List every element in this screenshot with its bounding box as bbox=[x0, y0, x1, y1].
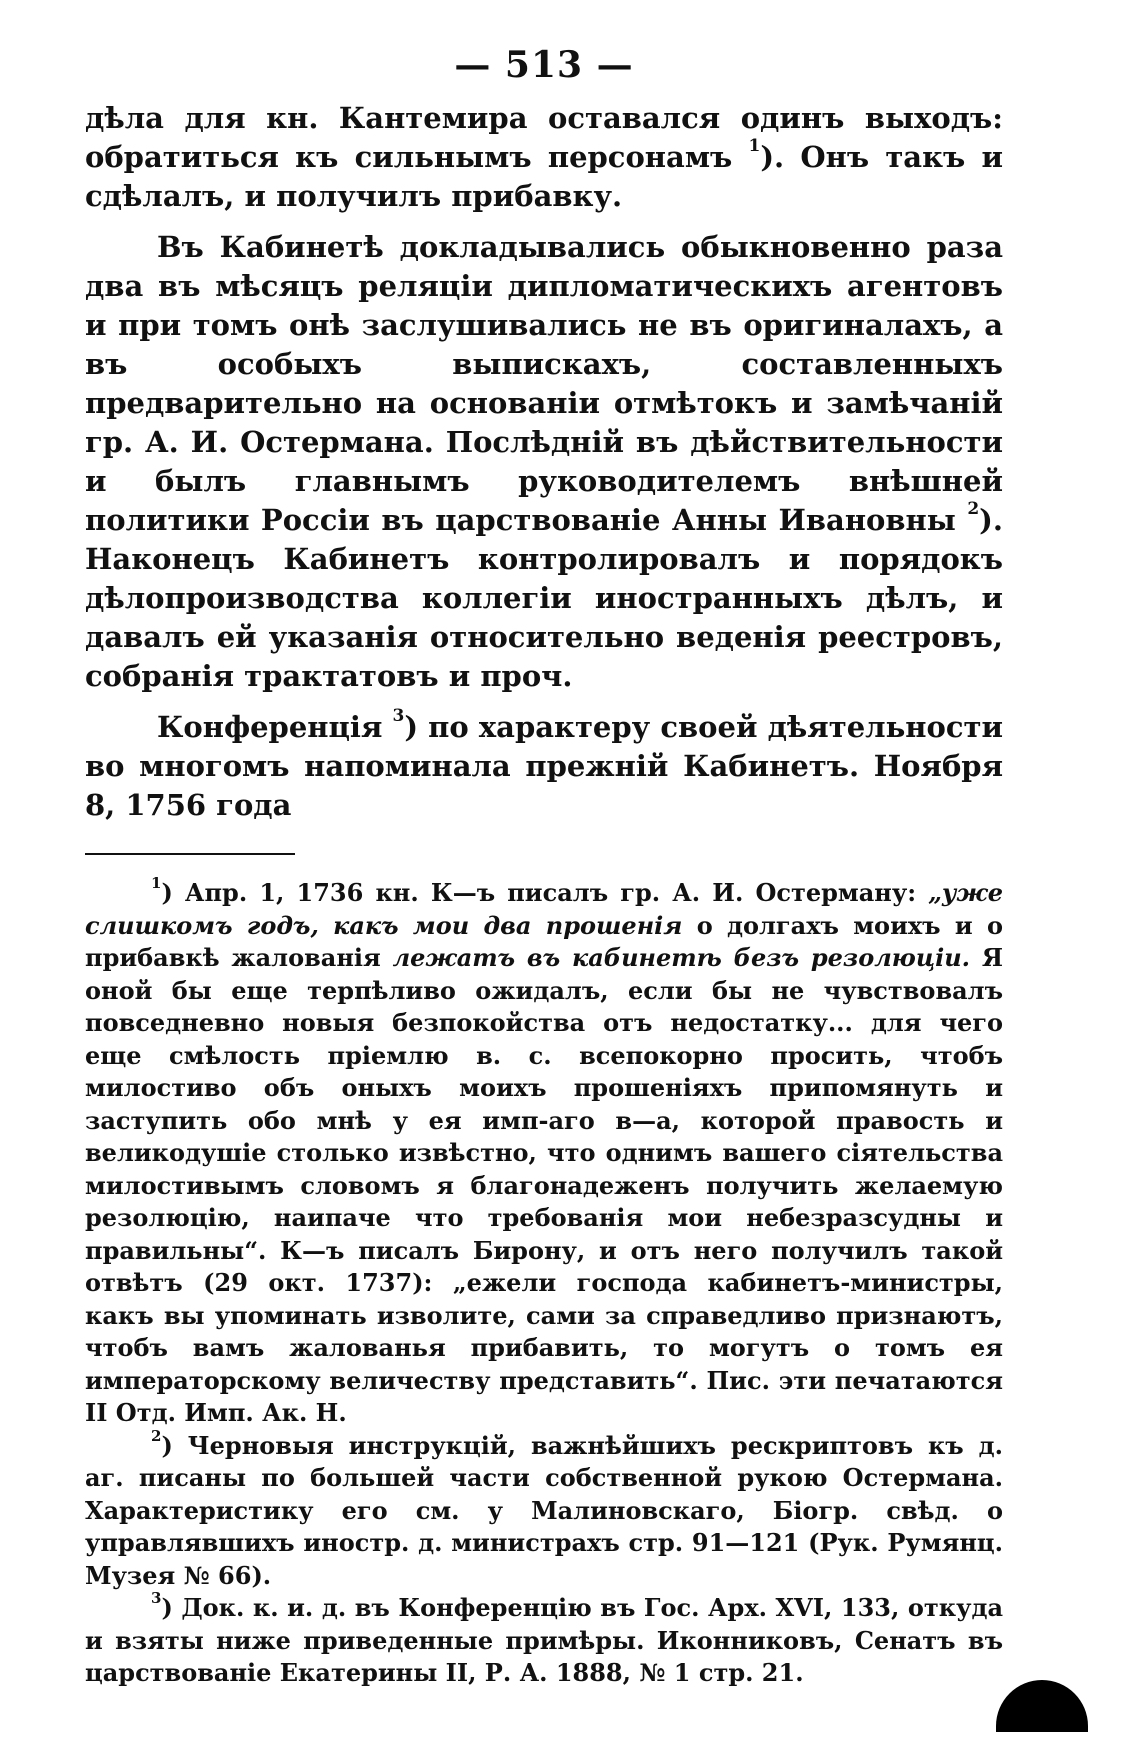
scan-edge-mark bbox=[996, 1680, 1088, 1732]
footnote-3-text: ) Док. к. и. д. въ Конференцію въ Гос. Арх. XVI, 133, откуда и взяты ниже приведенные примѣры. Иконниковъ, Сенатъ въ царствованіе Екатерины II, Р. А. 1888, № 1 стр. 21. bbox=[85, 1593, 1003, 1687]
footnote-3 bbox=[85, 1589, 1003, 1690]
footnote-3-marker: 3 bbox=[151, 1589, 162, 1607]
paragraph-3 bbox=[85, 708, 1003, 825]
book-page bbox=[85, 45, 1003, 1705]
footnote-1-text-c: Я оной бы еще терпѣливо ожидалъ, если бы не чувствовалъ повседневно новыя безпокойства отъ недостатку... для чего еще смѣлость пріемлю в. с. всепокорно просить, чтобъ милостиво объ оныхъ моихъ прошеніяхъ припомянуть и заступить обо мнѣ у ея имп-аго в—а, которой правость и великодушіе столько извѣстно, что однимъ вашего сіятельства милостивымъ словомъ я благонадеженъ получить желаемую резолюцію, наипаче что требованія мои небезразсудны и правильны“. К—ъ писалъ Бирону, и отъ него получилъ такой отвѣтъ (29 окт. 1737): „ежели господа кабинетъ-министры, какъ вы упоминать изволите, сами за справедливо признаютъ, чтобъ вамъ жалованья прибавить, то могутъ о томъ ея императорскому величеству представить“. Пис. эти печатаются II Отд. Имп. Ак. Н. bbox=[85, 943, 1003, 1427]
paragraph-2-text-a: Въ Кабинетѣ докладывались обыкновенно раза два въ мѣсяцъ реляціи дипломатическихъ агентовъ и при томъ онѣ заслушивались не въ оригиналахъ, а въ особыхъ выпискахъ, составленныхъ предварительно на основаніи отмѣтокъ и замѣчаній гр. А. И. Остермана. Послѣдній въ дѣйствительности и былъ главнымъ руководителемъ внѣшней политики Россіи въ царствованіе Анны Ивановны bbox=[85, 230, 1003, 537]
footnote-2-marker: 2 bbox=[151, 1426, 162, 1445]
footnote-divider bbox=[85, 853, 295, 855]
footnote-1-marker: 1 bbox=[151, 874, 162, 892]
paragraph-1-text: дѣла для кн. Кантемира оставался одинъ выходъ: обратиться къ сильнымъ персонамъ bbox=[85, 101, 1003, 174]
footnote-1 bbox=[85, 874, 1003, 1430]
footnote-ref-2[interactable]: 2 bbox=[967, 499, 980, 519]
footnote-1-quote-a: „уже слишкомъ годъ, какъ мои два прошенія bbox=[85, 878, 1003, 940]
paragraph-3-text-b: ) по характеру своей дѣятельности во многомъ напоминала прежній Кабинетъ. Ноября 8, 1756 года bbox=[85, 710, 1003, 822]
footnotes bbox=[85, 874, 1003, 1690]
footnote-ref-1[interactable]: 1 bbox=[748, 136, 761, 156]
paragraph-1 bbox=[85, 99, 1003, 216]
paragraph-2 bbox=[85, 228, 1003, 696]
footnote-1-quote-b: лежатъ въ кабинетѣ безъ резолюціи. bbox=[392, 943, 971, 972]
page-number: — 513 — bbox=[454, 44, 634, 86]
footnote-1-text-a: ) Апр. 1, 1736 кн. К—ъ писалъ гр. А. И. Остерману: bbox=[161, 878, 929, 907]
main-text bbox=[85, 99, 1003, 825]
paragraph-2-text-b: ). Наконецъ Кабинетъ контролировалъ и порядокъ дѣлопроизводства коллегіи иностранныхъ дѣлъ, и давалъ ей указанія относительно веденія реестровъ, собранія трактатовъ и проч. bbox=[85, 503, 1003, 693]
footnote-1-text-b: о долгахъ моихъ и о прибавкѣ жалованія bbox=[85, 910, 1003, 972]
footnote-2 bbox=[85, 1426, 1003, 1593]
footnote-ref-3[interactable]: 3 bbox=[392, 706, 405, 726]
paragraph-3-text-a: Конференція bbox=[157, 710, 383, 744]
footnote-2-text: ) Черновыя инструкцій, важнѣйшихъ рескриптовъ къ д. аг. писаны по большей части собственной рукою Остермана. Характеристику его см. у Малиновскаго, Біогр. свѣд. о управлявшихъ иностр. д. министрахъ стр. 91—121 (Рук. Румянц. Музея № 66). bbox=[85, 1430, 1003, 1590]
paragraph-1-end: ). Онъ такъ и сдѣлалъ, и получилъ прибавку. bbox=[85, 140, 1003, 213]
